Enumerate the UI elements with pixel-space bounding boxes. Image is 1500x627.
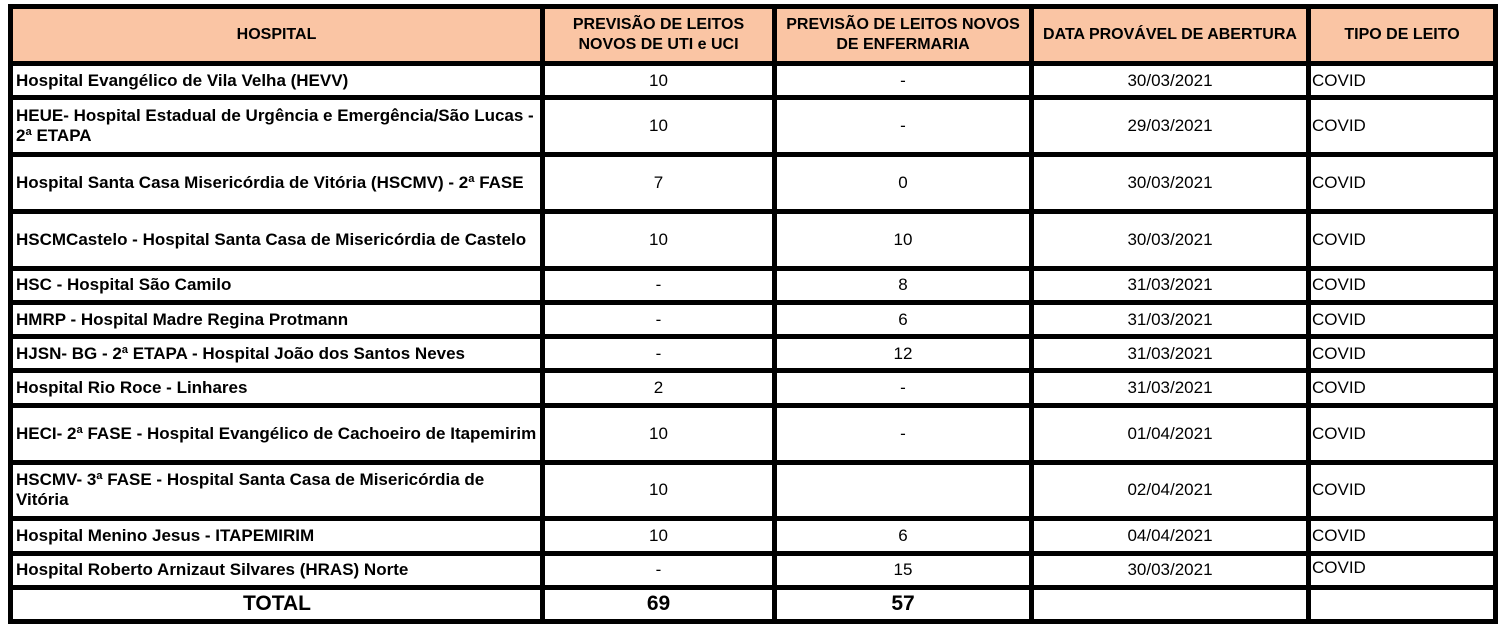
data-cell: 30/03/2021 [1034, 556, 1306, 585]
hospital-cell: HJSN- BG - 2ª ETAPA - Hospital João dos Santos Neves [13, 339, 540, 368]
uti-cell: 10 [545, 100, 772, 152]
table-row [13, 373, 1493, 402]
data-cell: 30/03/2021 [1034, 157, 1306, 209]
data-cell: 30/03/2021 [1034, 66, 1306, 95]
enfermaria-cell: 0 [777, 157, 1029, 209]
uti-cell: - [545, 556, 772, 585]
total-enfermaria: 57 [777, 590, 1029, 619]
data-cell: 02/04/2021 [1034, 465, 1306, 517]
table-row [13, 556, 1493, 585]
column-header-data: DATA PROVÁVEL DE ABERTURA [1034, 9, 1306, 61]
tipo-cell: COVID [1311, 214, 1493, 266]
hospital-cell: Hospital Roberto Arnizaut Silvares (HRAS) Norte [13, 556, 540, 585]
tipo-cell: COVID [1311, 157, 1493, 209]
data-cell: 31/03/2021 [1034, 305, 1306, 334]
table-row [13, 214, 1493, 266]
hospital-cell: HEUE- Hospital Estadual de Urgência e Emergência/São Lucas - 2ª ETAPA [13, 100, 540, 152]
table-row [13, 521, 1493, 550]
uti-cell: 7 [545, 157, 772, 209]
data-cell: 30/03/2021 [1034, 214, 1306, 266]
enfermaria-cell: - [777, 100, 1029, 152]
hospital-cell: HSCMV- 3ª FASE - Hospital Santa Casa de Misericórdia de Vitória [13, 465, 540, 517]
data-cell: 29/03/2021 [1034, 100, 1306, 152]
enfermaria-cell: 8 [777, 271, 1029, 300]
uti-cell: 10 [545, 521, 772, 550]
table-row [13, 408, 1493, 460]
table-row [13, 339, 1493, 368]
uti-cell: 10 [545, 214, 772, 266]
hospital-cell: Hospital Evangélico de Vila Velha (HEVV) [13, 66, 540, 95]
tipo-cell: COVID [1311, 373, 1493, 402]
data-cell: 31/03/2021 [1034, 271, 1306, 300]
total-tipo-empty [1311, 590, 1493, 619]
data-cell: 31/03/2021 [1034, 373, 1306, 402]
table-row [13, 465, 1493, 517]
total-label: TOTAL [13, 590, 540, 619]
total-uti: 69 [545, 590, 772, 619]
uti-cell: 10 [545, 66, 772, 95]
enfermaria-cell [777, 465, 1029, 517]
uti-cell: 10 [545, 465, 772, 517]
uti-cell: - [545, 271, 772, 300]
hospital-cell: HSC - Hospital São Camilo [13, 271, 540, 300]
hospital-cell: Hospital Santa Casa Misericórdia de Vitória (HSCMV) - 2ª FASE [13, 157, 540, 209]
hospital-cell: HMRP - Hospital Madre Regina Protmann [13, 305, 540, 334]
total-data-empty [1034, 590, 1306, 619]
uti-cell: 10 [545, 408, 772, 460]
column-header-enfermaria: PREVISÃO DE LEITOS NOVOS DE ENFERMARIA [777, 9, 1029, 61]
uti-cell: - [545, 339, 772, 368]
table-row [13, 66, 1493, 95]
hospital-cell: Hospital Rio Roce - Linhares [13, 373, 540, 402]
tipo-cell: COVID [1311, 465, 1493, 517]
data-cell: 31/03/2021 [1034, 339, 1306, 368]
hospital-beds-sheet [8, 4, 1498, 624]
table-row [13, 305, 1493, 334]
tipo-cell: COVID [1311, 521, 1493, 550]
tipo-cell: COVID [1311, 556, 1493, 585]
hospital-cell: HSCMCastelo - Hospital Santa Casa de Misericórdia de Castelo [13, 214, 540, 266]
table-row [13, 157, 1493, 209]
uti-cell: 2 [545, 373, 772, 402]
tipo-cell: COVID [1311, 100, 1493, 152]
enfermaria-cell: 6 [777, 521, 1029, 550]
enfermaria-cell: 6 [777, 305, 1029, 334]
data-cell: 01/04/2021 [1034, 408, 1306, 460]
tipo-cell: COVID [1311, 66, 1493, 95]
uti-cell: - [545, 305, 772, 334]
table-row [13, 100, 1493, 152]
tipo-cell: COVID [1311, 271, 1493, 300]
enfermaria-cell: 12 [777, 339, 1029, 368]
hospital-beds-table [8, 4, 1498, 624]
tipo-cell: COVID [1311, 408, 1493, 460]
hospital-cell: Hospital Menino Jesus - ITAPEMIRIM [13, 521, 540, 550]
enfermaria-cell: - [777, 408, 1029, 460]
tipo-cell: COVID [1311, 339, 1493, 368]
column-header-tipo: TIPO DE LEITO [1311, 9, 1493, 61]
column-header-hospital: HOSPITAL [13, 9, 540, 61]
tipo-cell: COVID [1311, 305, 1493, 334]
hospital-cell: HECI- 2ª FASE - Hospital Evangélico de Cachoeiro de Itapemirim [13, 408, 540, 460]
enfermaria-cell: - [777, 373, 1029, 402]
enfermaria-cell: - [777, 66, 1029, 95]
enfermaria-cell: 10 [777, 214, 1029, 266]
enfermaria-cell: 15 [777, 556, 1029, 585]
data-cell: 04/04/2021 [1034, 521, 1306, 550]
header-row [13, 9, 1493, 61]
table-row [13, 271, 1493, 300]
column-header-uti: PREVISÃO DE LEITOS NOVOS DE UTI e UCI [545, 9, 772, 61]
total-row [13, 590, 1493, 619]
